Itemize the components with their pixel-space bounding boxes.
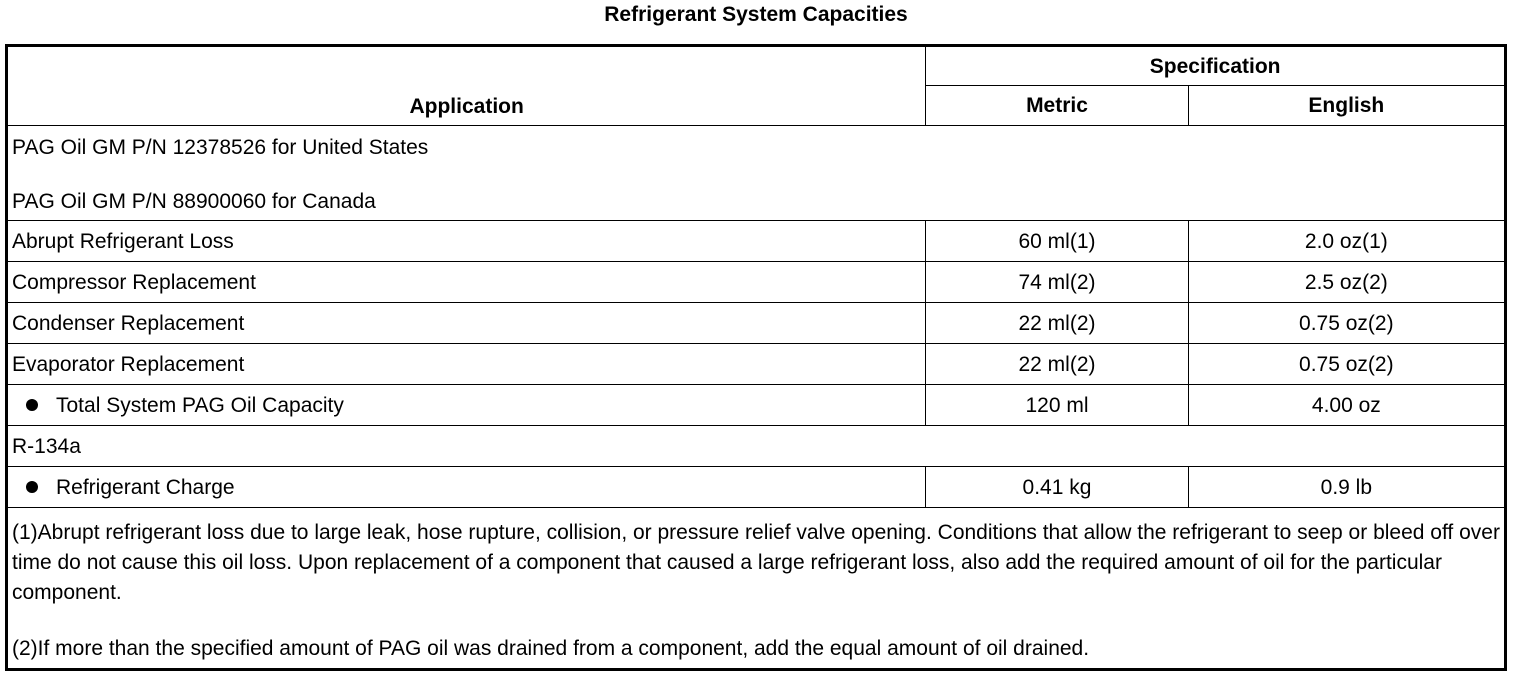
cell-metric: 74 ml(2) [926,262,1188,303]
bullet-icon [26,481,38,493]
table-row-refrigerant-charge [7,467,1506,508]
cell-metric: 60 ml(1) [926,221,1188,262]
cell-metric: 22 ml(2) [926,344,1188,385]
oil-group-line-canada: PAG Oil GM P/N 88900060 for Canada [12,190,376,213]
table-row-oil-total [7,385,1506,426]
table-row-refrigerant-group [7,426,1506,467]
cell-application: Abrupt Refrigerant Loss [7,221,926,262]
bullet-icon [26,399,38,411]
header-specification [926,46,1506,86]
cell-application [7,467,926,508]
table-row [7,221,1506,262]
cell-english: 0.75 oz(2) [1188,303,1505,344]
cell-english: 2.5 oz(2) [1188,262,1505,303]
cell-application [7,385,926,426]
cell-english: 0.9 lb [1188,467,1505,508]
table-row [7,344,1506,385]
footnote-1: (1)Abrupt refrigerant loss due to large leak, hose rupture, collision, or pressure relief valve opening. Conditions that allow the refrigerant to seep or bleed off over time do not cause this oil loss. Upon replacement of a component that caused a large refrigerant loss, also add the required amount of oil for the particular component. [12,521,1500,604]
cell-english: 0.75 oz(2) [1188,344,1505,385]
table-row-notes [7,508,1506,670]
cell-metric: 120 ml [926,385,1188,426]
cell-metric: 0.41 kg [926,467,1188,508]
oil-group-line-us: PAG Oil GM P/N 12378526 for United States [12,136,429,159]
header-specification-label: Specification [1149,54,1281,78]
oil-group-cell [7,126,1506,221]
cell-english: 4.00 oz [1188,385,1505,426]
cell-application-label: Refrigerant Charge [56,475,235,499]
notes-cell [7,508,1506,670]
header-english [1188,86,1505,126]
header-english-label: English [1308,94,1385,117]
footnote-2: (2)If more than the specified amount of PAG oil was drained from a component, add the equal amount of oil drained. [12,637,1090,660]
cell-application: Compressor Replacement [7,262,926,303]
capacities-table [5,44,1507,671]
cell-application: Evaporator Replacement [7,344,926,385]
table-row-oil-group [7,126,1506,221]
cell-application-label: Total System PAG Oil Capacity [56,393,344,417]
cell-english: 2.0 oz(1) [1188,221,1505,262]
header-application-label: Application [409,95,524,118]
refrigerant-group-cell: R-134a [7,426,1506,467]
header-metric-label: Metric [1026,94,1088,117]
header-metric [926,86,1188,126]
cell-metric: 22 ml(2) [926,303,1188,344]
header-application [7,46,926,126]
table-row [7,262,1506,303]
page-title: Refrigerant System Capacities [604,3,908,26]
cell-application: Condenser Replacement [7,303,926,344]
table-row [7,303,1506,344]
